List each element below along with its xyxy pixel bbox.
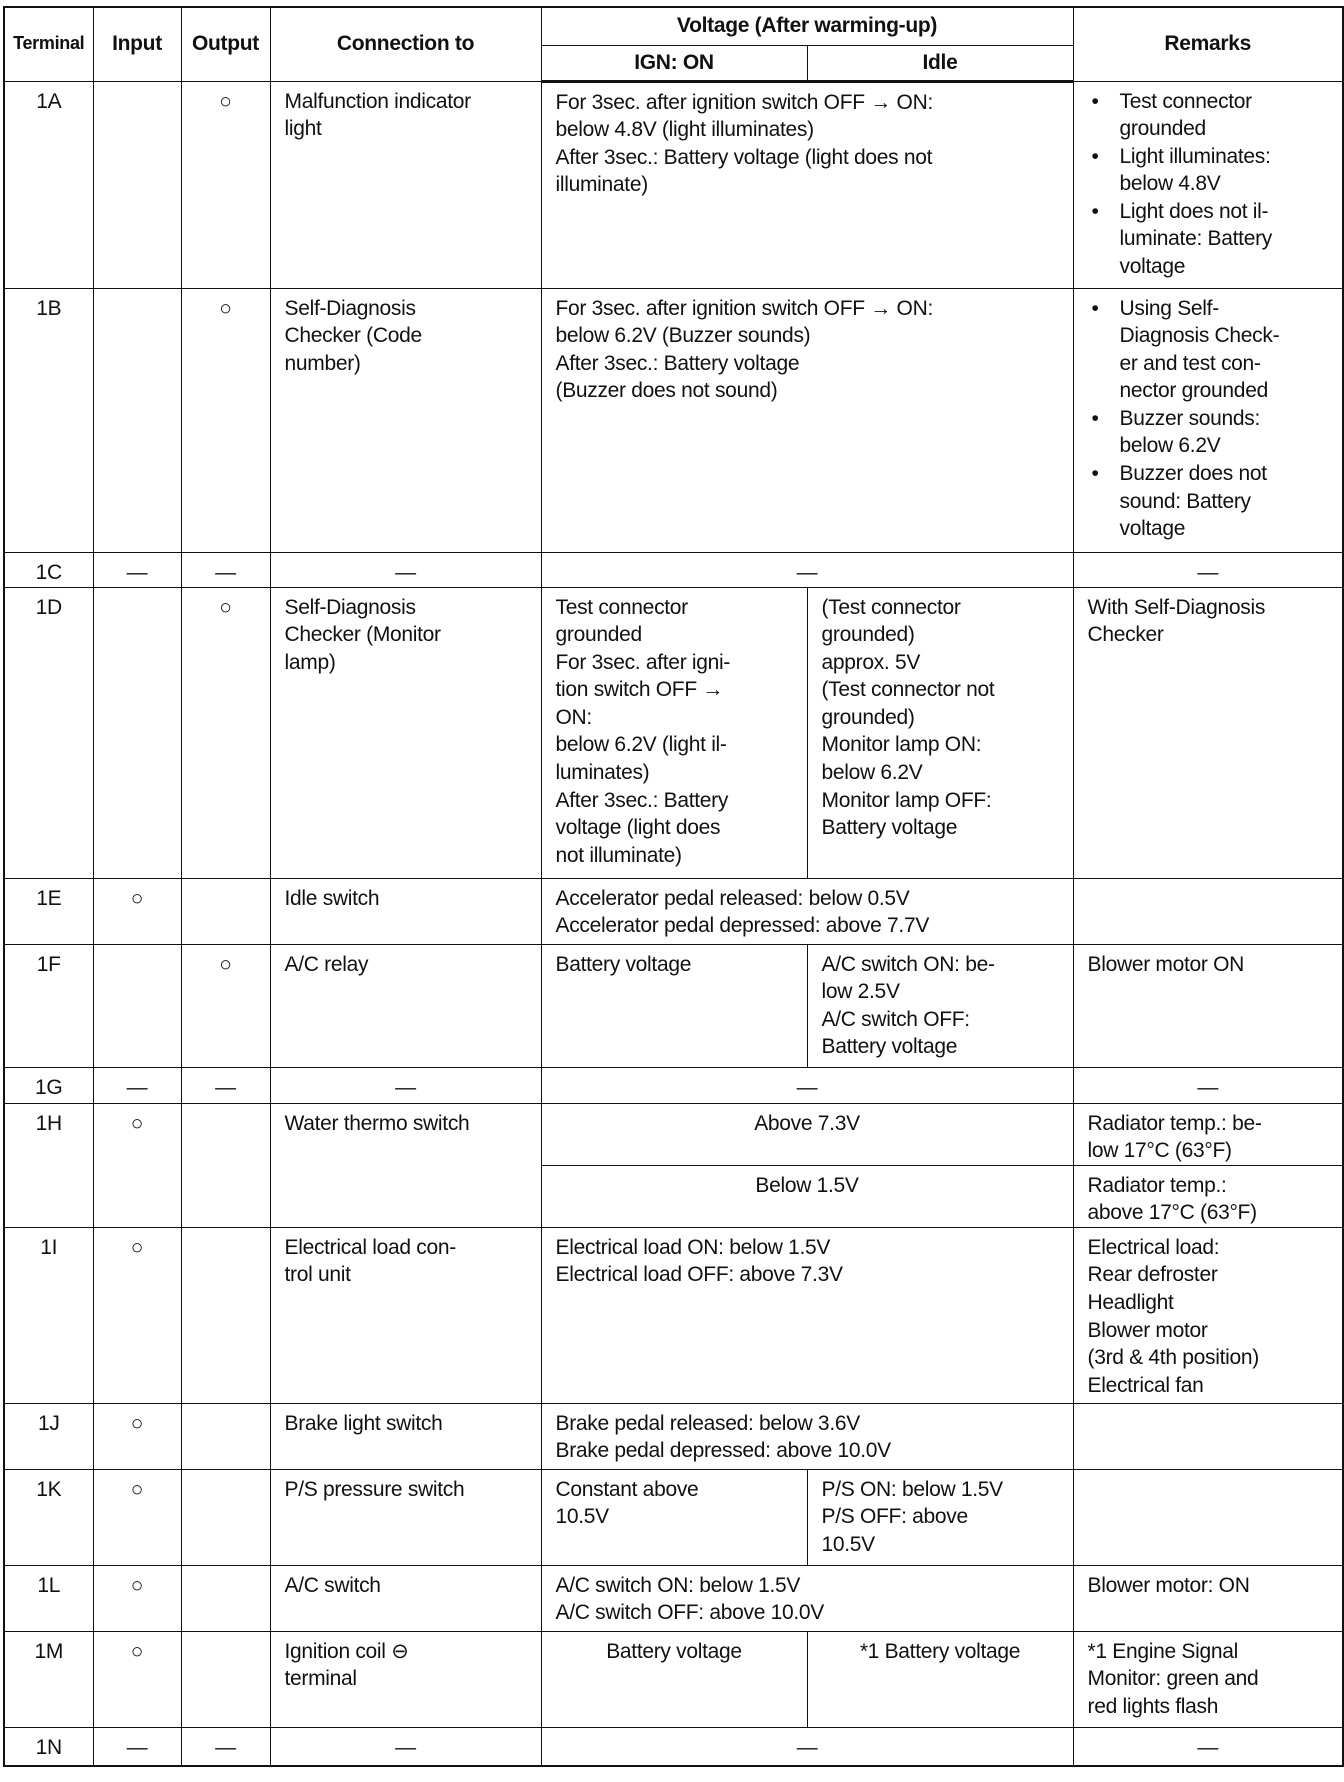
connection-cell: — (270, 552, 541, 587)
input-cell: ○ (93, 1469, 181, 1565)
voltage-ign-on-cell: Test connector grounded For 3sec. after igni- tion switch OFF → ON: below 6.2V (light il- luminates) After 3sec.: Battery voltage (light does not illuminate) (541, 587, 807, 878)
input-cell: ○ (93, 1565, 181, 1631)
terminal-cell: 1B (4, 288, 93, 552)
header-remarks: Remarks (1073, 7, 1343, 81)
table-row (4, 81, 1343, 288)
voltage-cell: Above 7.3V (541, 1103, 1073, 1165)
voltage-ign-on-cell: Battery voltage (541, 1631, 807, 1727)
input-cell: ○ (93, 1103, 181, 1227)
remarks-cell: With Self-Diagnosis Checker (1073, 587, 1343, 878)
remarks-cell: *1 Engine Signal Monitor: green and red lights flash (1073, 1631, 1343, 1727)
output-cell: ○ (181, 288, 270, 552)
table-row (4, 1727, 1343, 1766)
connection-cell: Self-Diagnosis Checker (Monitor lamp) (270, 587, 541, 878)
terminal-cell: 1C (4, 552, 93, 587)
output-cell: ○ (181, 944, 270, 1067)
terminal-cell: 1I (4, 1227, 93, 1403)
remarks-cell (1073, 288, 1343, 552)
voltage-idle-cell: A/C switch ON: be- low 2.5V A/C switch OFF: Battery voltage (807, 944, 1073, 1067)
remarks-cell: — (1073, 552, 1343, 587)
remarks-cell: Electrical load: Rear defroster Headlight Blower motor (3rd & 4th position) Electrical fan (1073, 1227, 1343, 1403)
input-cell: ○ (93, 1631, 181, 1727)
connection-cell: A/C relay (270, 944, 541, 1067)
remarks-cell: — (1073, 1067, 1343, 1103)
voltage-cell: — (541, 1727, 1073, 1766)
output-cell: — (181, 1727, 270, 1766)
terminal-cell: 1M (4, 1631, 93, 1727)
output-cell (181, 1403, 270, 1469)
output-cell (181, 1631, 270, 1727)
voltage-cell: Electrical load ON: below 1.5V Electrical load OFF: above 7.3V (541, 1227, 1073, 1403)
terminal-cell: 1N (4, 1727, 93, 1766)
input-cell: ○ (93, 878, 181, 944)
remarks-cell (1073, 81, 1343, 288)
remarks-bullet-item: • Light illuminates: below 4.8V (1088, 143, 1333, 198)
connection-cell: — (270, 1067, 541, 1103)
input-cell: — (93, 1727, 181, 1766)
connection-cell: Malfunction indicator light (270, 81, 541, 288)
terminal-cell: 1L (4, 1565, 93, 1631)
remarks-bullet-item: • Using Self- Diagnosis Check- er and test con- nector grounded (1088, 295, 1333, 405)
output-cell (181, 1469, 270, 1565)
remarks-cell: Radiator temp.: above 17°C (63°F) (1073, 1165, 1343, 1227)
connection-cell: Self-Diagnosis Checker (Code number) (270, 288, 541, 552)
header-output: Output (181, 7, 270, 81)
remarks-bullet-item: • Buzzer does not sound: Battery voltage (1088, 460, 1333, 543)
table-row (4, 1469, 1343, 1565)
remarks-cell: Radiator temp.: be- low 17°C (63°F) (1073, 1103, 1343, 1165)
terminal-cell: 1G (4, 1067, 93, 1103)
output-cell (181, 1227, 270, 1403)
table-body (4, 81, 1343, 1766)
voltage-cell: Accelerator pedal released: below 0.5V Accelerator pedal depressed: above 7.7V (541, 878, 1073, 944)
voltage-idle-cell: P/S ON: below 1.5V P/S OFF: above 10.5V (807, 1469, 1073, 1565)
remarks-cell: Blower motor: ON (1073, 1565, 1343, 1631)
input-cell: — (93, 1067, 181, 1103)
voltage-cell: — (541, 552, 1073, 587)
header-voltage: Voltage (After warming-up) (541, 7, 1073, 45)
table-row (4, 1103, 1343, 1165)
voltage-cell: Below 1.5V (541, 1165, 1073, 1227)
output-cell: ○ (181, 587, 270, 878)
terminal-cell: 1E (4, 878, 93, 944)
connection-cell: Water thermo switch (270, 1103, 541, 1227)
input-cell: ○ (93, 1227, 181, 1403)
remarks-cell (1073, 1469, 1343, 1565)
header-ign-on: IGN: ON (541, 45, 807, 81)
connection-cell: P/S pressure switch (270, 1469, 541, 1565)
table-row (4, 1227, 1343, 1403)
table-row (4, 1067, 1343, 1103)
voltage-cell: Brake pedal released: below 3.6V Brake pedal depressed: above 10.0V (541, 1403, 1073, 1469)
voltage-idle-cell: (Test connector grounded) approx. 5V (Test connector not grounded) Monitor lamp ON: below 6.2V Monitor lamp OFF: Battery voltage (807, 587, 1073, 878)
output-cell (181, 1103, 270, 1227)
terminal-cell: 1K (4, 1469, 93, 1565)
output-cell (181, 1565, 270, 1631)
input-cell (93, 288, 181, 552)
voltage-ign-on-cell: Constant above 10.5V (541, 1469, 807, 1565)
table-row (4, 1403, 1343, 1469)
remarks-list (1088, 88, 1333, 281)
input-cell (93, 587, 181, 878)
output-cell: ○ (181, 81, 270, 288)
terminal-cell: 1D (4, 587, 93, 878)
voltage-idle-cell: *1 Battery voltage (807, 1631, 1073, 1727)
remarks-cell (1073, 878, 1343, 944)
header-idle: Idle (807, 45, 1073, 81)
output-cell: — (181, 552, 270, 587)
header-terminal: Terminal (4, 7, 93, 81)
remarks-list (1088, 295, 1333, 543)
terminal-cell: 1A (4, 81, 93, 288)
voltage-cell: A/C switch ON: below 1.5V A/C switch OFF: above 10.0V (541, 1565, 1073, 1631)
terminal-cell: 1H (4, 1103, 93, 1227)
voltage-cell: — (541, 1067, 1073, 1103)
remarks-bullet-item: • Light does not il- luminate: Battery voltage (1088, 198, 1333, 281)
input-cell (93, 81, 181, 288)
connection-cell: A/C switch (270, 1565, 541, 1631)
connection-cell: Ignition coil ⊖ terminal (270, 1631, 541, 1727)
connection-cell: — (270, 1727, 541, 1766)
table-row (4, 587, 1343, 878)
connection-cell: Idle switch (270, 878, 541, 944)
input-cell: ○ (93, 1403, 181, 1469)
table-row (4, 878, 1343, 944)
voltage-cell: For 3sec. after ignition switch OFF → ON: below 6.2V (Buzzer sounds) After 3sec.: Battery voltage (Buzzer does not sound) (541, 288, 1073, 552)
remarks-cell: Blower motor ON (1073, 944, 1343, 1067)
input-cell (93, 944, 181, 1067)
connection-cell: Brake light switch (270, 1403, 541, 1469)
header-connection: Connection to (270, 7, 541, 81)
input-cell: — (93, 552, 181, 587)
connection-cell: Electrical load con- trol unit (270, 1227, 541, 1403)
voltage-ign-on-cell: Battery voltage (541, 944, 807, 1067)
remarks-cell: — (1073, 1727, 1343, 1766)
output-cell (181, 878, 270, 944)
table-row (4, 288, 1343, 552)
remarks-bullet-item: • Test connector grounded (1088, 88, 1333, 143)
remarks-cell (1073, 1403, 1343, 1469)
terminal-voltage-table (3, 6, 1344, 1767)
terminal-cell: 1J (4, 1403, 93, 1469)
output-cell: — (181, 1067, 270, 1103)
remarks-bullet-item: • Buzzer sounds: below 6.2V (1088, 405, 1333, 460)
table-row (4, 552, 1343, 587)
table-row (4, 944, 1343, 1067)
table-row (4, 1565, 1343, 1631)
terminal-cell: 1F (4, 944, 93, 1067)
voltage-cell: For 3sec. after ignition switch OFF → ON: below 4.8V (light illuminates) After 3sec.: Battery voltage (light does not illuminate) (541, 81, 1073, 288)
header-input: Input (93, 7, 181, 81)
table-row (4, 1631, 1343, 1727)
